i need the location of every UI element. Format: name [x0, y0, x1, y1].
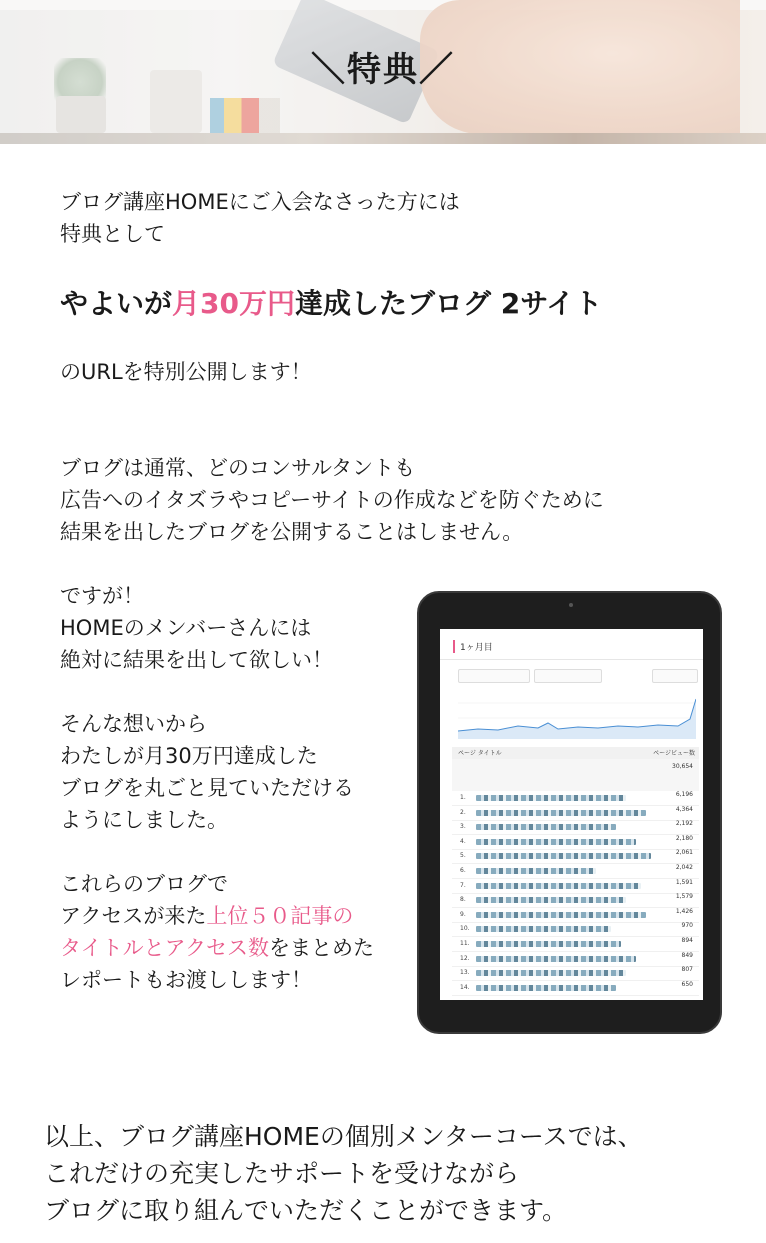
row-number: 10. — [460, 925, 470, 933]
row-number: 7. — [460, 881, 466, 889]
row-number: 8. — [460, 896, 466, 904]
para3-line-4: ようにしました。 — [60, 808, 228, 832]
para1-line-3: 結果を出したブログを公開することはしません。 — [60, 520, 524, 544]
table-row — [452, 820, 699, 835]
para1-line-2: 広告へのイタズラやコピーサイトの作成などを防ぐために — [60, 488, 604, 512]
headline — [60, 284, 602, 324]
row-views: 4,364 — [675, 805, 693, 813]
total-value: 30,654 — [672, 763, 693, 770]
heading-text: 特典 — [347, 50, 419, 90]
intro-line-2: 特典として — [60, 222, 165, 246]
blurred-title — [476, 839, 636, 845]
blurred-title — [476, 985, 616, 991]
row-views: 970 — [681, 922, 693, 930]
row-views: 1,591 — [675, 878, 693, 886]
para1-line-1: ブログは通常、どのコンサルタントも — [60, 456, 416, 480]
analytics-screenshot — [440, 629, 703, 1000]
blurred-title — [476, 956, 636, 962]
blurred-title — [476, 970, 626, 976]
para4-line-4: レポートもお渡しします！ — [60, 968, 312, 992]
table-row — [452, 981, 699, 996]
screen-title: 1ヶ月目 — [453, 640, 493, 653]
table-row — [452, 879, 699, 894]
blurred-title — [476, 926, 611, 932]
para4-line-2 — [60, 900, 353, 932]
table-row — [452, 806, 699, 821]
row-number: 5. — [460, 852, 466, 860]
blurred-title — [476, 897, 626, 903]
row-number: 4. — [460, 837, 466, 845]
row-number: 14. — [460, 983, 470, 991]
blurred-title — [476, 810, 646, 816]
row-number: 11. — [460, 940, 470, 947]
slash-right: ／ — [419, 50, 455, 90]
row-number: 13. — [460, 969, 470, 977]
table-row — [452, 966, 699, 981]
blurred-title — [476, 941, 621, 947]
closing-line-1: 以上、ブログ講座HOMEの個別メンターコースでは、 — [44, 1122, 643, 1151]
table-row — [452, 893, 699, 908]
pageview-line-chart — [458, 693, 696, 743]
metric-chip — [534, 669, 602, 683]
row-number: 1. — [460, 794, 466, 801]
metric-chip — [458, 669, 530, 683]
row-views: 2,042 — [675, 864, 693, 871]
row-views: 2,192 — [675, 820, 693, 828]
para2-line-3: 絶対に結果を出して欲しい！ — [60, 648, 333, 672]
date-chip — [652, 669, 698, 683]
para4-line-1: これらのブログで — [60, 872, 228, 896]
row-number: 3. — [460, 823, 466, 831]
row-number: 9. — [460, 910, 466, 918]
row-views: 2,061 — [675, 849, 693, 857]
row-views: 1,426 — [675, 907, 693, 915]
headline-before: やよいが — [60, 287, 173, 320]
row-views: 1,579 — [675, 893, 693, 901]
row-views: 650 — [681, 980, 693, 988]
blurred-title — [476, 853, 651, 859]
table-row — [452, 937, 699, 952]
para4-line-3 — [60, 932, 374, 964]
blurred-title — [476, 868, 596, 874]
closing-line-2: これだけの充実したサポートを受けながら — [44, 1159, 520, 1188]
para4-line-2-text: アクセスが来た — [60, 904, 207, 928]
table-row — [452, 952, 699, 967]
slash-left: ＼ — [311, 50, 347, 90]
camera-dot — [569, 603, 573, 607]
screen-divider — [440, 659, 703, 660]
para3-line-1: そんな想いから — [60, 712, 207, 736]
row-number: 2. — [460, 808, 466, 816]
blurred-title — [476, 795, 626, 801]
para4-highlight-2: タイトルとアクセス数 — [60, 936, 269, 960]
col-title: ページ タイトル — [458, 750, 502, 757]
intro-line-1: ブログ講座HOMEにご入会なさった方には — [60, 190, 460, 214]
url-line: のURLを特別公開します！ — [60, 360, 312, 384]
table-row — [452, 922, 699, 937]
para2-line-1: ですが！ — [60, 584, 144, 608]
col-views: ページビュー数 — [653, 750, 695, 757]
hero-banner — [0, 0, 766, 144]
row-number: 12. — [460, 954, 470, 962]
headline-after: 達成したブログ 2サイト — [294, 287, 603, 320]
tablet-image — [417, 591, 722, 1034]
blurred-title — [476, 824, 616, 830]
para4-line-3-text: をまとめた — [268, 936, 374, 960]
para2-line-2: HOMEのメンバーさんには — [60, 616, 312, 640]
table-row — [452, 791, 699, 806]
headline-highlight: 月30万円 — [172, 287, 295, 320]
table-row — [452, 849, 699, 864]
table-total-row — [452, 759, 699, 791]
para3-line-2: わたしが月30万円達成した — [60, 744, 318, 768]
para3-line-3: ブログを丸ごと見ていただける — [60, 776, 354, 800]
table-row — [452, 864, 699, 879]
blurred-title — [476, 883, 641, 889]
table-row — [452, 835, 699, 850]
row-views: 849 — [681, 951, 693, 959]
section-heading — [0, 42, 766, 91]
row-number: 6. — [460, 867, 466, 874]
closing-line-3: ブログに取り組んでいただくことができます。 — [44, 1196, 568, 1225]
row-views: 6,196 — [675, 791, 693, 798]
row-views: 894 — [681, 937, 693, 944]
row-views: 2,180 — [675, 834, 693, 842]
para4-highlight-1: 上位５０記事の — [206, 904, 354, 928]
table-row — [452, 908, 699, 923]
blurred-title — [476, 912, 646, 918]
row-views: 807 — [681, 966, 693, 974]
